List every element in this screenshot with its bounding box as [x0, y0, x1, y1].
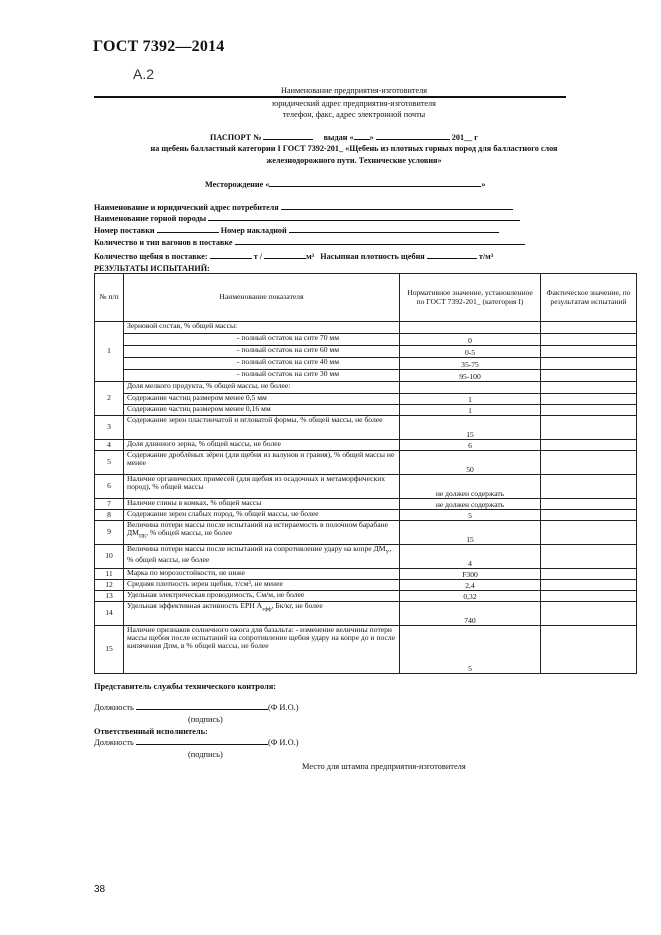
stamp-place-caption: Место для штампа предприятия-изготовителя	[302, 762, 466, 771]
row-name: - полный остаток на сите 70 мм	[124, 334, 400, 346]
row-num: 2	[95, 382, 124, 416]
table-header-row	[95, 274, 637, 322]
responsible-signature-caption: (подпись)	[188, 750, 223, 759]
density-field[interactable]	[427, 258, 477, 259]
row-actual[interactable]	[541, 334, 637, 346]
row-num: 9	[95, 521, 124, 545]
control-rep-label: Представитель службы технического контроля:	[94, 682, 277, 691]
row-name: Зерновой состав, % общей массы:	[124, 322, 400, 334]
passport-title-line	[210, 133, 478, 142]
table-row	[95, 322, 637, 334]
header-actual: Фактическое значение, по результатам испытаний	[541, 274, 637, 322]
passport-title-prefix: ПАСПОРТ №	[210, 133, 262, 142]
row-actual[interactable]	[541, 394, 637, 405]
row-name-tail: , % общей массы, не более	[146, 528, 233, 538]
rock-label: Наименование горной породы	[94, 214, 207, 223]
header-name: Наименование показателя	[124, 274, 400, 322]
wagons-line	[94, 238, 525, 247]
row-norm: 5	[400, 626, 541, 674]
deposit-label: Месторождение «	[205, 180, 270, 189]
table-row	[95, 416, 637, 440]
row-num: 1	[95, 322, 124, 382]
table-row	[95, 358, 637, 370]
page-number: 38	[94, 884, 106, 895]
row-actual[interactable]	[541, 510, 637, 521]
row-actual[interactable]	[541, 382, 637, 394]
quantity-label: Количество щебня в поставке:	[94, 252, 208, 261]
quantity-t-field[interactable]	[210, 258, 252, 259]
table-row	[95, 591, 637, 602]
row-num: 12	[95, 580, 124, 591]
row-norm: не должен содержать	[400, 475, 541, 499]
passport-day-field[interactable]	[354, 139, 370, 140]
control-position-line	[94, 703, 299, 712]
passport-year-suffix: 201__ г	[451, 133, 478, 142]
delivery-field[interactable]	[157, 232, 219, 233]
row-actual[interactable]	[541, 580, 637, 591]
row-name: Удельная электрическая проводимость, См/м, не более	[124, 591, 400, 602]
row-actual[interactable]	[541, 499, 637, 510]
table-row	[95, 569, 637, 580]
row-name-tail: , Бк/кг, не более	[271, 601, 323, 610]
passport-subtitle-2: железнодорожного пути. Технические условия»	[266, 156, 442, 165]
row-actual[interactable]	[541, 602, 637, 626]
consumer-field[interactable]	[281, 209, 513, 210]
table-row	[95, 346, 637, 358]
consumer-line	[94, 203, 513, 212]
density-label: Насыпная плотность щебня	[320, 252, 425, 261]
table-row	[95, 580, 637, 591]
row-name: Марка по морозостойкости, не ниже	[124, 569, 400, 580]
row-name: Наличие признаков солнечного ожога для базальта: - изменение величины потери массы щебня после испытаний на сопротивление щебня удару на копре до и после кипячения Дпм, в % общей массы, не более	[124, 626, 400, 674]
row-norm: 1	[400, 394, 541, 405]
row-num: 10	[95, 545, 124, 569]
row-name: Содержание частиц размером менее 0,16 мм	[124, 405, 400, 416]
row-norm: 0	[400, 334, 541, 346]
row-norm: 35-75	[400, 358, 541, 370]
delivery-label: Номер поставки	[94, 226, 155, 235]
standard-title: ГОСТ 7392—2014	[93, 38, 225, 55]
waybill-label: Номер накладной	[220, 226, 287, 235]
control-signature-caption: (подпись)	[188, 715, 223, 724]
passport-month-field[interactable]	[376, 139, 450, 140]
quantity-t-unit: т /	[253, 252, 263, 261]
quantity-m3-field[interactable]	[264, 258, 306, 259]
row-name: Наличие органических примесей (для щебня из осадочных и метаморфических пород), % общей массы	[124, 475, 400, 499]
rock-line	[94, 214, 520, 223]
quantity-m3-unit: м³	[306, 252, 315, 261]
deposit-end: »	[481, 180, 486, 189]
row-name: Содержание дроблёных зёрен (для щебня из валунов и гравия), % общей массы не менее	[124, 451, 400, 475]
row-actual[interactable]	[541, 440, 637, 451]
row-norm: 50	[400, 451, 541, 475]
rock-field[interactable]	[208, 220, 520, 221]
table-row	[95, 382, 637, 394]
row-name-text: Величина потери массы после испытаний на сопротивление удару на копре ДМ	[127, 544, 386, 553]
responsible-fio-caption: (Ф И.О.)	[267, 738, 299, 747]
passport-subtitle-1: на щебень балластный категории I ГОСТ 7392-201_ «Щебень из плотных горных пород для балластного слоя	[150, 144, 558, 153]
row-num: 7	[95, 499, 124, 510]
row-norm: 0,32	[400, 591, 541, 602]
row-norm: 5	[400, 510, 541, 521]
row-name: Средняя плотность зерен щебня, т/см³, не менее	[124, 580, 400, 591]
results-table	[94, 273, 637, 674]
row-name-text: Удельная эффективная активность ЕРН А	[127, 601, 263, 610]
responsible-label: Ответственный исполнитель:	[94, 727, 208, 736]
row-name: - полный остаток на сите 30 мм	[124, 370, 400, 382]
row-norm: F300	[400, 569, 541, 580]
table-row	[95, 405, 637, 416]
passport-number-field[interactable]	[263, 139, 313, 140]
table-row	[95, 370, 637, 382]
row-name: - полный остаток на сите 40 мм	[124, 358, 400, 370]
row-name-sub: ПБ	[138, 533, 147, 540]
row-name: Наличие глины в комках, % общей массы	[124, 499, 400, 510]
row-actual[interactable]	[541, 451, 637, 475]
row-num: 3	[95, 416, 124, 440]
row-actual[interactable]	[541, 405, 637, 416]
responsible-position-line	[94, 738, 299, 747]
wagons-label: Количество и тип вагонов в поставке	[94, 238, 233, 247]
header-norm: Нормативное значение, установленное по ГОСТ 7392-201_ (категория I)	[400, 274, 541, 322]
row-name: Доля длинного зерна, % общей массы, не более	[124, 440, 400, 451]
table-row	[95, 545, 637, 569]
row-name	[124, 602, 400, 626]
quantity-line	[94, 252, 493, 261]
row-num: 8	[95, 510, 124, 521]
manufacturer-name-caption: Наименование предприятия-изготовителя	[281, 86, 427, 95]
row-num: 6	[95, 475, 124, 499]
row-actual[interactable]	[541, 569, 637, 580]
row-actual[interactable]	[541, 358, 637, 370]
control-position-label: Должность	[94, 703, 134, 712]
row-name: - полный остаток на сите 60 мм	[124, 346, 400, 358]
row-norm: 740	[400, 602, 541, 626]
deposit-field[interactable]	[269, 186, 481, 187]
row-num: 13	[95, 591, 124, 602]
row-name	[124, 521, 400, 545]
row-num: 15	[95, 626, 124, 674]
table-row	[95, 334, 637, 346]
row-name: Содержание зерен слабых пород, % общей массы, не более	[124, 510, 400, 521]
manufacturer-divider	[94, 96, 566, 98]
row-norm	[400, 322, 541, 334]
delivery-line	[94, 226, 499, 235]
row-actual[interactable]	[541, 370, 637, 382]
row-norm: 95-100	[400, 370, 541, 382]
row-actual[interactable]	[541, 475, 637, 499]
row-actual[interactable]	[541, 591, 637, 602]
table-row	[95, 440, 637, 451]
table-row	[95, 521, 637, 545]
table-row	[95, 602, 637, 626]
row-name-sub: У	[385, 549, 390, 556]
row-name: Содержание частиц размером менее 0,5 мм	[124, 394, 400, 405]
table-row	[95, 394, 637, 405]
responsible-position-label: Должность	[94, 738, 134, 747]
row-name	[124, 545, 400, 569]
row-norm: 4	[400, 545, 541, 569]
table-row	[95, 499, 637, 510]
control-fio-caption: (Ф И.О.)	[267, 703, 299, 712]
responsible-position-field[interactable]	[136, 744, 268, 745]
row-actual[interactable]	[541, 322, 637, 334]
row-name: Доля мелкого продукта, % общей массы, не более:	[124, 382, 400, 394]
table-row	[95, 475, 637, 499]
row-num: 4	[95, 440, 124, 451]
row-name-sub: эфф	[262, 606, 272, 613]
row-norm: 1	[400, 405, 541, 416]
header-num: № п/п	[95, 274, 124, 322]
manufacturer-contacts-caption: телефон, факс, адрес электронной почты	[282, 110, 426, 119]
results-heading: РЕЗУЛЬТАТЫ ИСПЫТАНИЙ:	[94, 264, 210, 273]
passport-issued-mid: »	[369, 133, 374, 142]
table-row	[95, 626, 637, 674]
density-unit: т/м³	[478, 252, 494, 261]
row-name-text: Величина потери массы после испытаний на истираемость в полочном барабане ДМ	[127, 520, 389, 538]
row-actual[interactable]	[541, 416, 637, 440]
row-actual[interactable]	[541, 545, 637, 569]
row-norm: не должен содержать	[400, 499, 541, 510]
row-actual[interactable]	[541, 626, 637, 674]
passport-issued-label: выдан «	[323, 133, 354, 142]
consumer-label: Наименование и юридический адрес потребителя	[94, 203, 279, 212]
deposit-line	[205, 180, 485, 189]
row-norm: 2,4	[400, 580, 541, 591]
row-norm	[400, 382, 541, 394]
row-actual[interactable]	[541, 346, 637, 358]
row-num: 14	[95, 602, 124, 626]
annex-label: А.2	[133, 66, 155, 82]
row-norm: 15	[400, 521, 541, 545]
row-norm: 0-5	[400, 346, 541, 358]
row-num: 5	[95, 451, 124, 475]
row-actual[interactable]	[541, 521, 637, 545]
waybill-field[interactable]	[289, 232, 499, 233]
table-row	[95, 510, 637, 521]
wagons-field[interactable]	[235, 244, 525, 245]
table-row	[95, 451, 637, 475]
control-position-field[interactable]	[136, 709, 268, 710]
row-name-tail: , % общей массы, не более	[127, 544, 392, 565]
row-norm: 15	[400, 416, 541, 440]
row-norm: 6	[400, 440, 541, 451]
manufacturer-address-caption: юридический адрес предприятия-изготовителя	[272, 99, 436, 108]
row-num: 11	[95, 569, 124, 580]
row-name: Содержание зерен пластинчатой и игловатой формы, % общей массы, не более	[124, 416, 400, 440]
